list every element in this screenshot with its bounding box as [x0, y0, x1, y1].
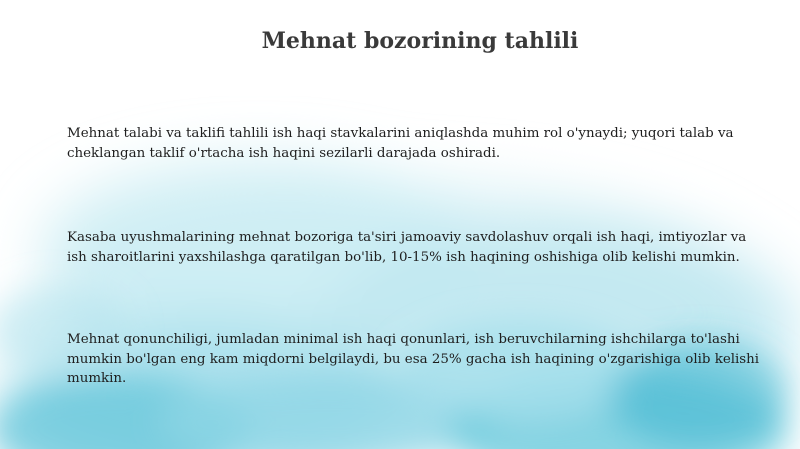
paragraph-trade-unions: Kasaba uyushmalarining mehnat bozoriga ta'siri jamoaviy savdolashuv orqali ish haqi, imtiyozlar va ish sharoitlarini yaxshilashga qaratilgan bo'lib, 10-15% ish haqining oshishiga olib kelishi mumkin. — [67, 230, 747, 265]
page-title: Mehnat bozorining tahlili — [261, 28, 579, 54]
paragraph-labor-demand: Mehnat talabi va taklifi tahlili ish haqi stavkalarini aniqlashda muhim rol o'ynaydi; yuqori talab va cheklangan taklif o'rtacha ish haqini sezilarli darajada oshiradi. — [67, 126, 734, 161]
paragraph-labor-law: Mehnat qonunchiligi, jumladan minimal ish haqi qonunlari, ish beruvchilarning ishchilarga to'lashi mumkin bo'lgan eng kam miqdorni belgilaydi, bu esa 25% gacha ish haqining o'zgarishiga olib kelishi mumkin. — [67, 332, 760, 386]
